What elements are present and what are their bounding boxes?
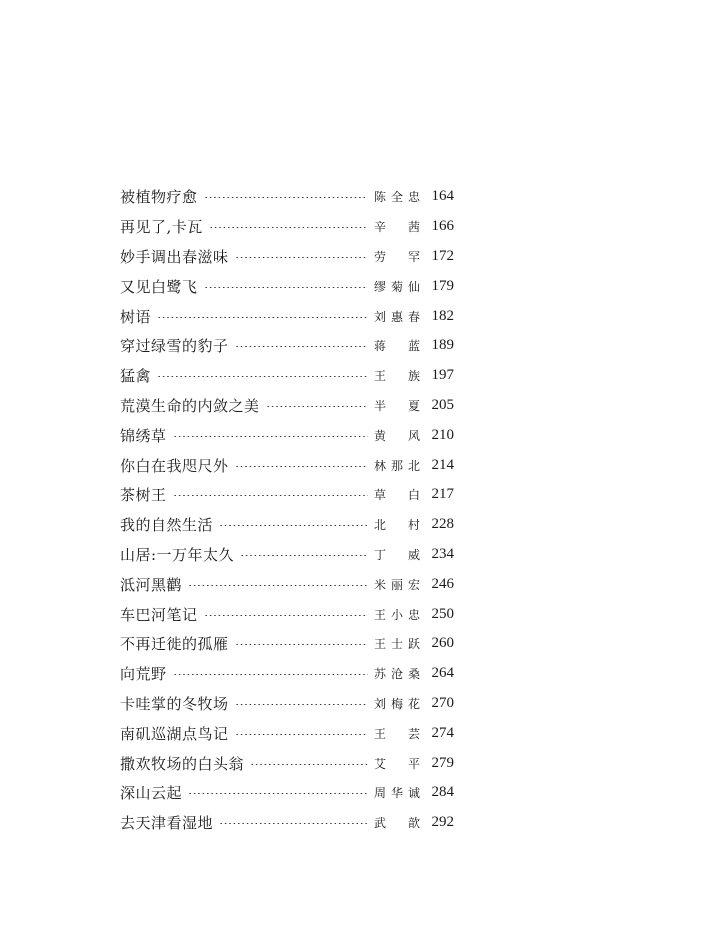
toc-entry-page: 270 <box>431 694 454 711</box>
toc-entry[interactable] <box>120 450 454 480</box>
toc-entry-title: 荒漠生命的内敛之美 <box>120 396 260 415</box>
dot-leader <box>209 227 368 228</box>
toc-entry-title: 卡哇掌的冬牧场 <box>120 694 229 713</box>
dot-leader <box>173 436 368 437</box>
table-of-contents <box>120 182 454 838</box>
toc-entry-author: 艾 平 <box>374 756 420 771</box>
dot-leader <box>235 466 368 467</box>
toc-entry-title: 撒欢牧场的白头翁 <box>120 754 245 773</box>
toc-entry[interactable] <box>120 569 454 599</box>
dot-leader <box>235 704 368 705</box>
toc-entry-title: 泜河黑鹳 <box>120 575 183 594</box>
dot-leader <box>235 644 368 645</box>
dot-leader <box>235 346 368 347</box>
toc-entry-title: 被植物疗愈 <box>120 188 198 207</box>
toc-entry[interactable] <box>120 778 454 808</box>
dot-leader <box>188 585 368 586</box>
toc-entry-title: 不再迁徙的孤雁 <box>120 635 229 654</box>
toc-entry-page: 284 <box>431 784 454 801</box>
toc-entry[interactable] <box>120 361 454 391</box>
toc-entry-title: 妙手调出春滋味 <box>120 247 229 266</box>
toc-entry[interactable] <box>120 391 454 421</box>
toc-entry-author: 刘梅花 <box>374 696 420 711</box>
toc-entry[interactable] <box>120 271 454 301</box>
toc-entry-author: 王 芸 <box>374 726 420 741</box>
dot-leader <box>204 197 368 198</box>
toc-entry-author: 劳 罕 <box>374 249 420 264</box>
toc-entry-title: 你白在我咫尺外 <box>120 456 229 475</box>
toc-entry[interactable] <box>120 331 454 361</box>
toc-entry-page: 234 <box>431 545 454 562</box>
toc-entry-author: 黄 风 <box>374 428 420 443</box>
toc-entry-title: 南矶巡湖点鸟记 <box>120 724 229 743</box>
toc-entry-title: 向荒野 <box>120 665 167 684</box>
toc-entry-title: 茶树王 <box>120 486 167 505</box>
toc-entry-author: 武 歆 <box>374 816 420 831</box>
toc-entry-page: 217 <box>431 486 454 503</box>
toc-entry[interactable] <box>120 182 454 212</box>
toc-entry-author: 北 村 <box>374 518 420 533</box>
toc-entry[interactable] <box>120 748 454 778</box>
toc-entry[interactable] <box>120 599 454 629</box>
dot-leader <box>250 764 368 765</box>
dot-leader <box>235 257 368 258</box>
toc-entry-author: 丁 威 <box>374 547 420 562</box>
toc-entry-author: 苏沧桑 <box>374 667 420 682</box>
toc-entry-author: 陈全忠 <box>374 190 420 205</box>
toc-entry-page: 250 <box>431 605 454 622</box>
dot-leader <box>240 555 368 556</box>
dot-leader <box>266 406 368 407</box>
toc-entry-title: 穿过绿雪的豹子 <box>120 337 229 356</box>
toc-entry-title: 猛禽 <box>120 367 152 386</box>
toc-entry-author: 草 白 <box>374 488 420 503</box>
toc-entry-page: 179 <box>431 277 454 294</box>
toc-entry-author: 辛 茜 <box>374 220 420 235</box>
toc-entry-author: 周华诚 <box>374 786 420 801</box>
toc-entry-page: 264 <box>431 665 454 682</box>
toc-entry-author: 米丽宏 <box>374 577 420 592</box>
toc-entry-author: 林那北 <box>374 458 420 473</box>
toc-entry-page: 279 <box>431 754 454 771</box>
toc-entry-title: 车巴河笔记 <box>120 605 198 624</box>
toc-entry-author: 半 夏 <box>374 398 420 413</box>
toc-entry-page: 182 <box>431 307 454 324</box>
toc-entry-author: 王士跃 <box>374 637 420 652</box>
toc-entry-page: 205 <box>431 396 454 413</box>
toc-entry-author: 王小忠 <box>374 607 420 622</box>
toc-entry[interactable] <box>120 629 454 659</box>
toc-entry[interactable] <box>120 480 454 510</box>
toc-entry-author: 刘惠春 <box>374 309 420 324</box>
dot-leader <box>173 495 368 496</box>
toc-entry-title: 去天津看湿地 <box>120 814 214 833</box>
toc-entry-title: 我的自然生活 <box>120 516 214 535</box>
toc-entry-page: 166 <box>431 218 454 235</box>
toc-entry-author: 缪菊仙 <box>374 279 420 294</box>
toc-entry-title: 山居:一万年太久 <box>120 545 235 564</box>
toc-entry-page: 164 <box>431 188 454 205</box>
dot-leader <box>235 734 368 735</box>
toc-entry-page: 172 <box>431 247 454 264</box>
dot-leader <box>188 793 368 794</box>
dot-leader <box>173 674 368 675</box>
dot-leader <box>204 287 368 288</box>
toc-entry-title: 树语 <box>120 307 152 326</box>
toc-entry-page: 292 <box>431 814 454 831</box>
toc-entry[interactable] <box>120 510 454 540</box>
toc-entry-page: 214 <box>431 456 454 473</box>
toc-entry-title: 再见了,卡瓦 <box>120 218 203 237</box>
toc-entry-page: 274 <box>431 724 454 741</box>
toc-entry[interactable] <box>120 420 454 450</box>
toc-entry-page: 210 <box>431 426 454 443</box>
toc-entry[interactable] <box>120 212 454 242</box>
toc-entry-page: 197 <box>431 367 454 384</box>
toc-entry[interactable] <box>120 540 454 570</box>
toc-entry-page: 260 <box>431 635 454 652</box>
toc-entry-page: 189 <box>431 337 454 354</box>
toc-entry[interactable] <box>120 242 454 272</box>
toc-entry[interactable] <box>120 301 454 331</box>
toc-entry-author: 蒋 蓝 <box>374 339 420 354</box>
toc-entry[interactable] <box>120 689 454 719</box>
toc-entry[interactable] <box>120 659 454 689</box>
dot-leader <box>219 525 368 526</box>
dot-leader <box>219 823 368 824</box>
toc-entry-title: 深山云起 <box>120 784 183 803</box>
toc-entry[interactable] <box>120 808 454 838</box>
toc-entry-author: 王 族 <box>374 369 420 384</box>
dot-leader <box>157 317 368 318</box>
toc-entry-title: 又见白鹭飞 <box>120 277 198 296</box>
toc-entry-title: 锦绣草 <box>120 426 167 445</box>
dot-leader <box>157 376 368 377</box>
toc-entry[interactable] <box>120 718 454 748</box>
dot-leader <box>204 615 368 616</box>
toc-entry-page: 228 <box>431 516 454 533</box>
toc-entry-page: 246 <box>431 575 454 592</box>
